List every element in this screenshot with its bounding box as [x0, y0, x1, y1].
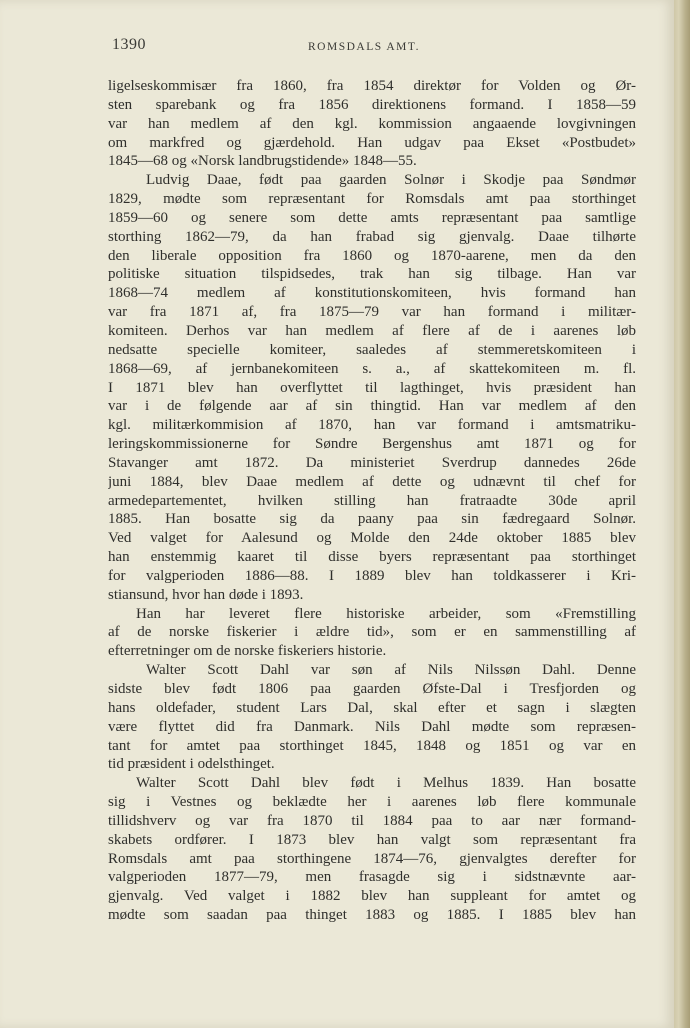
- text-line: kgl. militærkommision af 1870, han var formand i amtsmatriku-: [108, 417, 636, 434]
- text-line: armedepartementet, hvilken stilling han fratraadte 30de april: [108, 492, 636, 509]
- text-line: Walter Scott Dahl blev født i Melhus 1839. Han bosatte: [136, 775, 636, 792]
- text-line: var han medlem af den kgl. kommission angaaende lovgivningen: [108, 115, 636, 132]
- text-line: sidste blev født 1806 paa gaarden Øfste-Dal i Tresfjorden og: [108, 681, 636, 697]
- text-line: 1885. Han bosatte sig da paany paa sin fædregaard Solnør.: [108, 511, 636, 528]
- text-line: leringskommissionerne for Søndre Bergenshus amt 1871 og for: [108, 436, 636, 453]
- text-line: nedsatte specielle komiteer, saaledes af stemmeretskomiteen i: [108, 341, 636, 358]
- body-text: [108, 77, 636, 925]
- text-line: mødte som saadan paa thinget 1883 og 1885. I 1885 blev han: [108, 907, 636, 924]
- text-line: gjenvalg. Ved valget i 1882 blev han suppleant for amtet og: [108, 888, 636, 905]
- text-line: komiteen. Derhos var han medlem af flere af de i aarenes løb: [108, 322, 636, 339]
- page-number: 1390: [112, 36, 146, 53]
- text-line: af de norske fiskerier i ældre tid», som er en sammenstilling af: [108, 624, 636, 641]
- text-line: storthing 1862—79, da han frabad sig gjenvalg. Daae tilhørte: [108, 228, 636, 245]
- text-line: 1859—60 og senere som dette amts repræsentant paa samtlige: [108, 209, 636, 226]
- text-line: I 1871 blev han overflyttet til lagthinget, hvis præsident han: [108, 379, 636, 396]
- text-line: hans oldefader, student Lars Dal, skal efter et sagn i slægten: [108, 699, 636, 716]
- text-line: Stavanger amt 1872. Da ministeriet Sverdrup dannedes 26de: [108, 454, 636, 471]
- text-line: han enstemmig kaaret til disse byers repræsentant paa storthinget: [108, 549, 636, 566]
- text-line: Han har leveret flere historiske arbeider, som «Fremstilling: [136, 605, 636, 622]
- page-header: [108, 34, 638, 58]
- text-line: være flyttet did fra Danmark. Nils Dahl mødte som repræsen-: [108, 718, 636, 735]
- text-line: sig i Vestnes og beklædte her i aarenes løb flere kommunale: [108, 794, 636, 811]
- running-head: ROMSDALS AMT.: [308, 41, 420, 53]
- text-line: juni 1884, blev Daae medlem af dette og udnævnt til chef for: [108, 473, 636, 490]
- text-line: om markfred og gjærdehold. Han udgav paa Ekset «Postbudet»: [108, 134, 636, 151]
- text-line: 1868—74 medlem af konstitutionskomiteen, hvis formand han: [108, 285, 636, 302]
- text-line: var i de følgende aar af sin thingtid. Han var medlem af den: [108, 398, 636, 415]
- text-line: stiansund, hvor han døde i 1893.: [108, 586, 304, 603]
- text-line: Ludvig Daae, født paa gaarden Solnør i Skodje paa Søndmør: [146, 172, 636, 189]
- text-line: tant for amtet paa storthinget 1845, 1848 og 1851 og var en: [108, 737, 636, 754]
- text-line: tid præsident i odelsthinget.: [108, 756, 275, 773]
- text-line: Walter Scott Dahl var søn af Nils Nilssøn Dahl. Denne: [146, 662, 636, 679]
- text-line: 1845—68 og «Norsk landbrugstidende» 1848—55.: [108, 153, 417, 170]
- text-line: valgperioden 1877—79, men frasagde sig i sidstnævnte aar-: [108, 869, 636, 886]
- text-line: 1829, mødte som repræsentant for Romsdals amt paa storthinget: [108, 191, 636, 208]
- text-line: politiske situation tilspidsedes, trak han sig tilbage. Han var: [108, 266, 636, 283]
- text-line: sten sparebank og fra 1856 direktionens formand. I 1858—59: [108, 96, 636, 113]
- text-line: ligelseskommisær fra 1860, fra 1854 direktør for Volden og Ør-: [108, 78, 636, 94]
- text-line: var fra 1871 af, fra 1875—79 var han formand i militær-: [108, 304, 636, 321]
- text-line: 1868—69, af jernbanekomiteen s. a., af skattekomiteen m. fl.: [108, 360, 636, 377]
- text-line: efterretninger om de norske fiskeriers historie.: [108, 643, 387, 660]
- text-line: Ved valget for Aalesund og Molde den 24de oktober 1885 blev: [108, 530, 636, 547]
- text-line: for valgperioden 1886—88. I 1889 blev han toldkasserer i Kri-: [108, 567, 636, 584]
- text-line: Romsdals amt paa storthingene 1874—76, gjenvalgtes derefter for: [108, 850, 636, 867]
- text-line: skabets ordfører. I 1873 blev han valgt som repræsentant fra: [108, 831, 636, 848]
- text-line: den liberale opposition fra 1860 og 1870-aarene, men da den: [108, 247, 636, 264]
- page-edge: [674, 0, 690, 1028]
- text-line: tillidshverv og var fra 1870 til 1884 paa to aar nær formand-: [108, 812, 636, 829]
